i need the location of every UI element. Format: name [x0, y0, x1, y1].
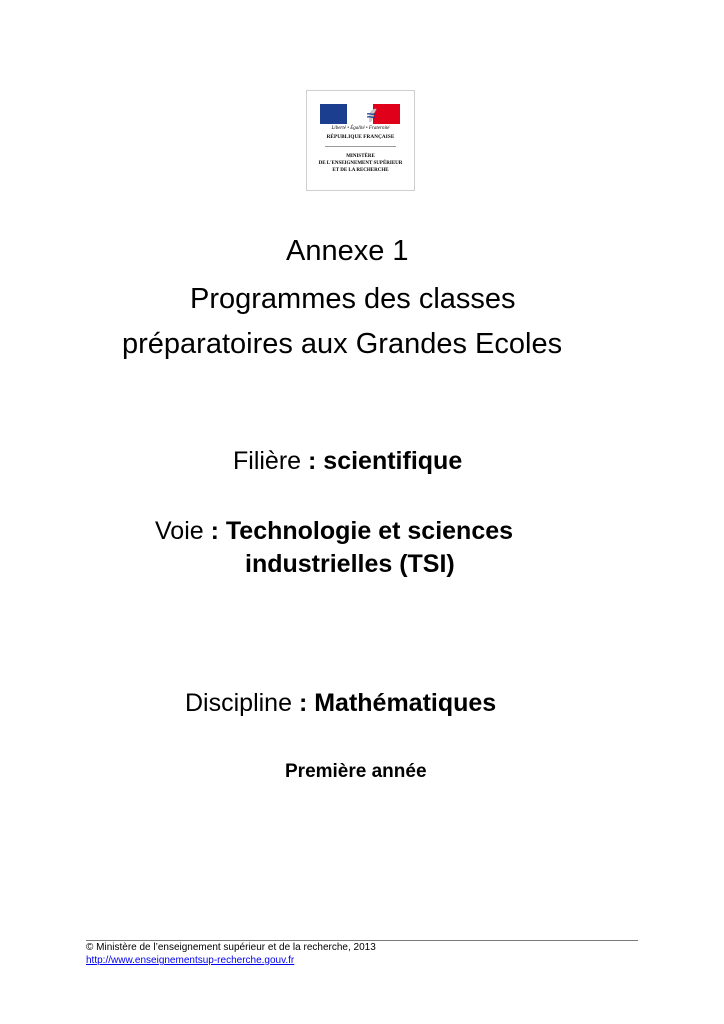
title-programmes: Programmes des classes	[190, 283, 516, 315]
ministry-logo	[306, 90, 415, 191]
voie-label: Voie	[155, 517, 204, 545]
title-cpge: préparatoires aux Grandes Ecoles	[122, 328, 563, 360]
discipline-value: : Mathématiques	[298, 689, 497, 717]
discipline-line	[185, 688, 496, 718]
logo-ministry-line1: MINISTÈRE	[346, 154, 375, 159]
logo-motto: Liberté • Égalité • Fraternité	[331, 126, 390, 131]
filiere-label: Filière	[233, 447, 302, 475]
voie-line	[155, 516, 513, 546]
flag-white-band	[347, 104, 374, 124]
logo-ministry-line3: ET DE LA RECHERCHE	[332, 168, 389, 173]
flag-blue-band	[320, 104, 347, 124]
filiere-value: : scientifique	[308, 447, 463, 475]
french-flag-icon	[320, 104, 400, 124]
marianne-profile-icon	[367, 106, 379, 124]
footer-copyright: © Ministère de l’enseignement supérieur et de la recherche, 2013	[86, 942, 376, 953]
filiere-line	[233, 446, 462, 476]
voie-value-line1: : Technologie et sciences	[210, 517, 514, 545]
logo-divider	[325, 146, 396, 147]
annee-label: Première année	[285, 761, 427, 782]
logo-ministry-line2: DE L'ENSEIGNEMENT SUPÉRIEUR	[318, 161, 403, 166]
footer-website-link[interactable]: http://www.enseignementsup-recherche.gouv.fr	[86, 955, 295, 966]
discipline-label: Discipline	[185, 689, 292, 717]
logo-republic: RÉPUBLIQUE FRANÇAISE	[326, 134, 395, 140]
voie-value-line2: industrielles (TSI)	[245, 550, 455, 578]
title-annexe: Annexe 1	[286, 235, 409, 267]
logo-ministry-name	[307, 153, 414, 174]
footer-divider	[86, 940, 638, 941]
